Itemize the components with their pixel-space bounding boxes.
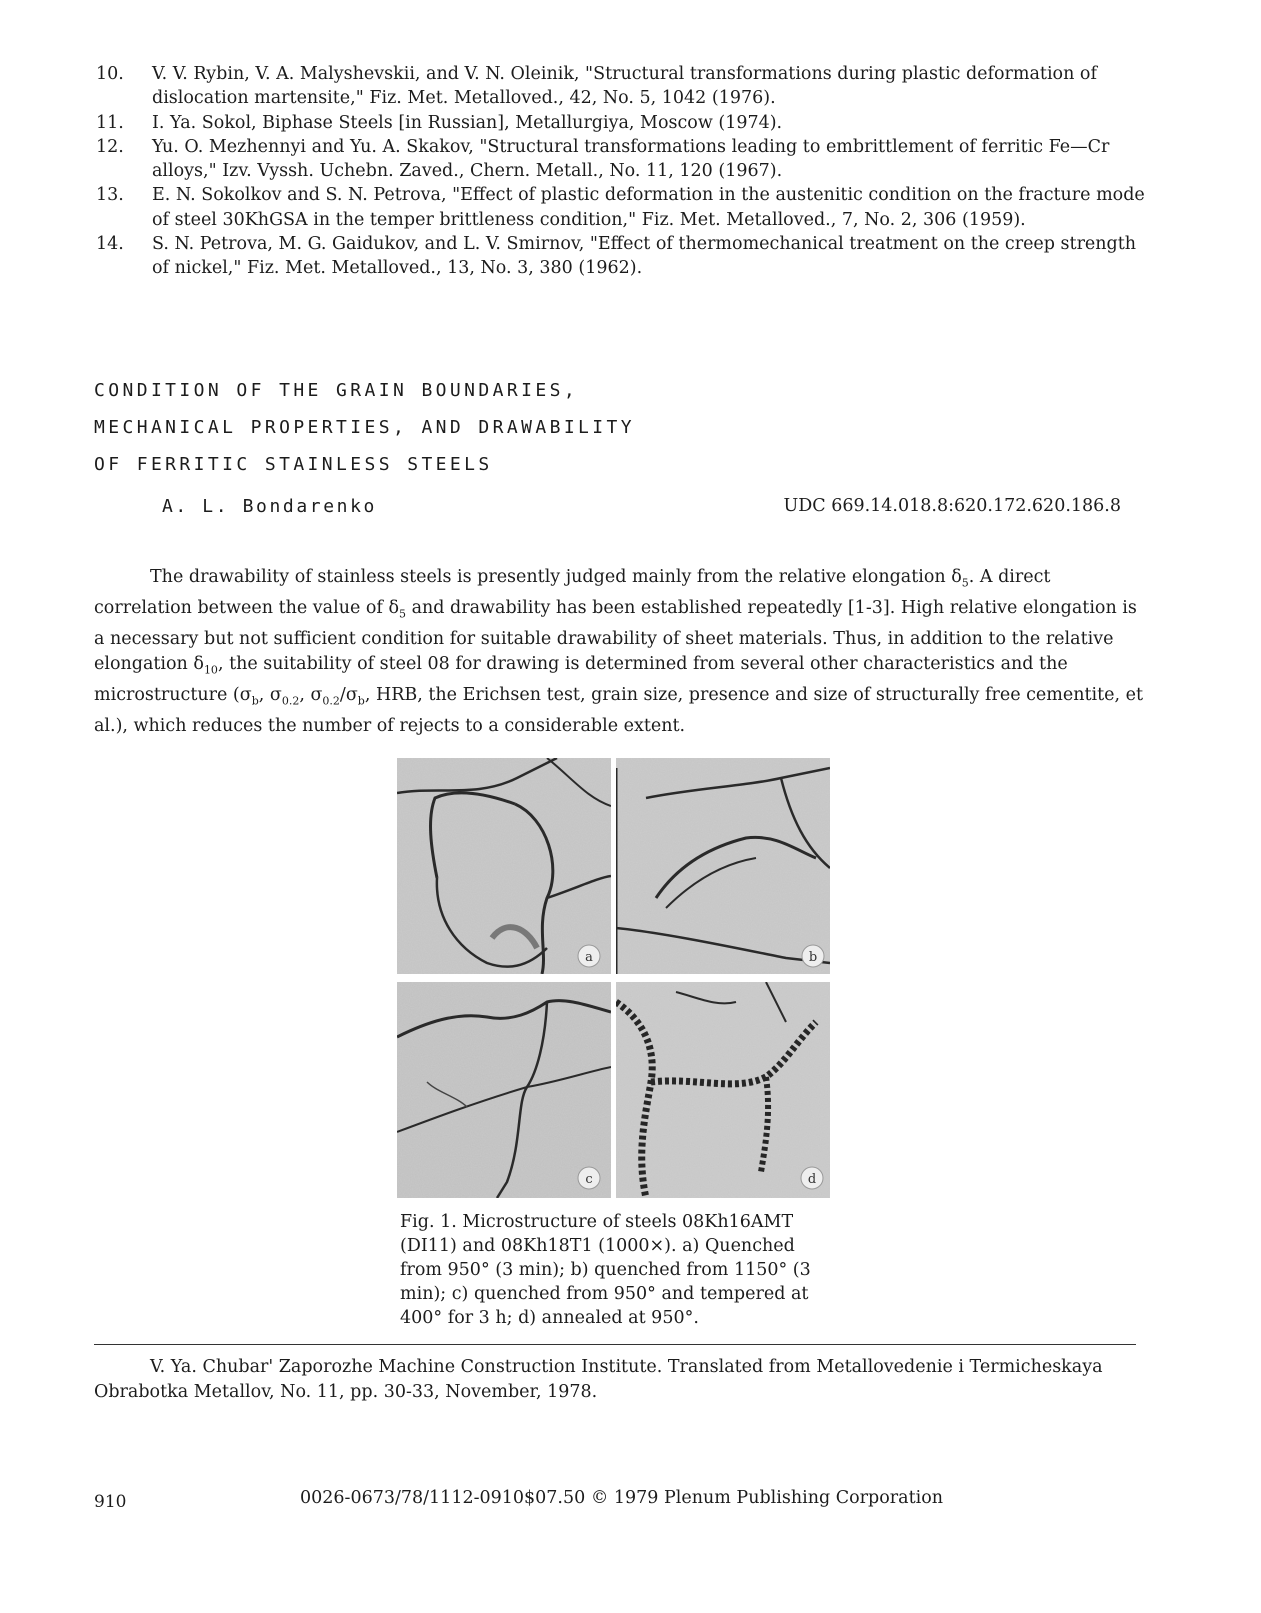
panel-label-d: d <box>807 1172 817 1187</box>
reference-text: E. N. Sokolkov and S. N. Petrova, "Effect of plastic deformation in the austenitic condition on the fracture mode of steel 30KhGSA in the temper brittleness condition," Fiz. Met. Metalloved., 7, No. 2, 306 (1959). <box>152 185 1145 230</box>
abstract-paragraph: The drawability of stainless steels is presently judged mainly from the relative elongation $\delta_5$. A direct correlation between the value of $\delta_5$ and drawability has been established repeatedly [1-3]. High relative elongation is a necessary but not sufficient condition for suitable drawability of sheet materials. Thus, in addition to the relative elongation $\delta_{10}$, the suitability of steel 08 for drawing is determined from several other characteristics and the microstructure ($\sigma_b$, $\sigma_{0.2}$, $\sigma_{0.2}/\sigma_b$, HRB, the Erichsen test, grain size, presence and size of structurally free cementite, et al.), which reduces the number of rejects to a considerable extent. <box>94 567 1144 736</box>
reference-text: I. Ya. Sokol, Biphase Steels [in Russian], Metallurgiya, Moscow (1974). <box>152 112 783 133</box>
reference-number: 13. <box>96 185 124 206</box>
micrograph-panel-a <box>397 758 611 974</box>
copyright-line: 0026-0673/78/1112-0910$07.50 © 1979 Plenum Publishing Corporation <box>300 1488 944 1508</box>
reference-item <box>96 232 1146 281</box>
reference-number: 14. <box>96 234 124 255</box>
title-line: MECHANICAL PROPERTIES, AND DRAWABILITY <box>94 417 636 438</box>
reference-item <box>96 111 1146 135</box>
footnote-text: V. Ya. Chubar' Zaporozhe Machine Construction Institute. Translated from Metallovedenie i Termicheskaya Obrabotka Metallov, No. 11, pp. 30-33, November, 1978. <box>94 1357 1103 1402</box>
micrograph-panel-c <box>397 982 611 1198</box>
panel-label-c: c <box>585 1172 593 1187</box>
author-name: A. L. Bondarenko <box>162 496 377 517</box>
page-number: 910 <box>94 1492 127 1512</box>
article-title <box>94 372 635 483</box>
micrograph-panel-b <box>616 758 830 974</box>
reference-text: Yu. O. Mezhennyi and Yu. A. Skakov, "Structural transformations leading to embrittlement of ferritic Fe—Cr alloys," Izv. Vyssh. Uchebn. Zaved., Chern. Metall., No. 11, 120 (1967). <box>152 136 1110 182</box>
reference-text: V. V. Rybin, V. A. Malyshevskii, and V. N. Oleinik, "Structural transformations during plastic deformation of dislocation martensite," Fiz. Met. Metalloved., 42, No. 5, 1042 (1976). <box>152 64 1097 109</box>
reference-item <box>96 183 1146 232</box>
reference-list <box>96 62 1146 281</box>
reference-number: 10. <box>96 64 124 84</box>
title-line: OF FERRITIC STAINLESS STEELS <box>94 454 493 475</box>
udc-code: UDC 669.14.018.8:620.172.620.186.8 <box>783 496 1121 516</box>
reference-text: S. N. Petrova, M. G. Gaidukov, and L. V. Smirnov, "Effect of thermomechanical treatment on the creep strength of nickel," Fiz. Met. Metalloved., 13, No. 3, 380 (1962). <box>152 234 1137 279</box>
figure-caption: Fig. 1. Microstructure of steels 08Kh16AMT (DI11) and 08Kh18T1 (1000×). a) Quenched from 950° (3 min); b) quenched from 1150° (3 min); c) quenched from 950° and tempered at 400° for 3 h; d) annealed at 950°. <box>400 1212 811 1328</box>
title-line: CONDITION OF THE GRAIN BOUNDARIES, <box>94 380 579 401</box>
reference-item <box>96 62 1146 111</box>
panel-label-b: b <box>808 950 818 965</box>
reference-number: 11. <box>96 112 124 133</box>
micrograph-panel-d <box>616 982 830 1198</box>
panel-label-a: a <box>585 950 593 965</box>
footnote-divider <box>94 1344 1136 1345</box>
reference-item <box>96 135 1146 184</box>
micrograph-figure <box>397 758 830 1198</box>
reference-number: 12. <box>96 136 124 157</box>
